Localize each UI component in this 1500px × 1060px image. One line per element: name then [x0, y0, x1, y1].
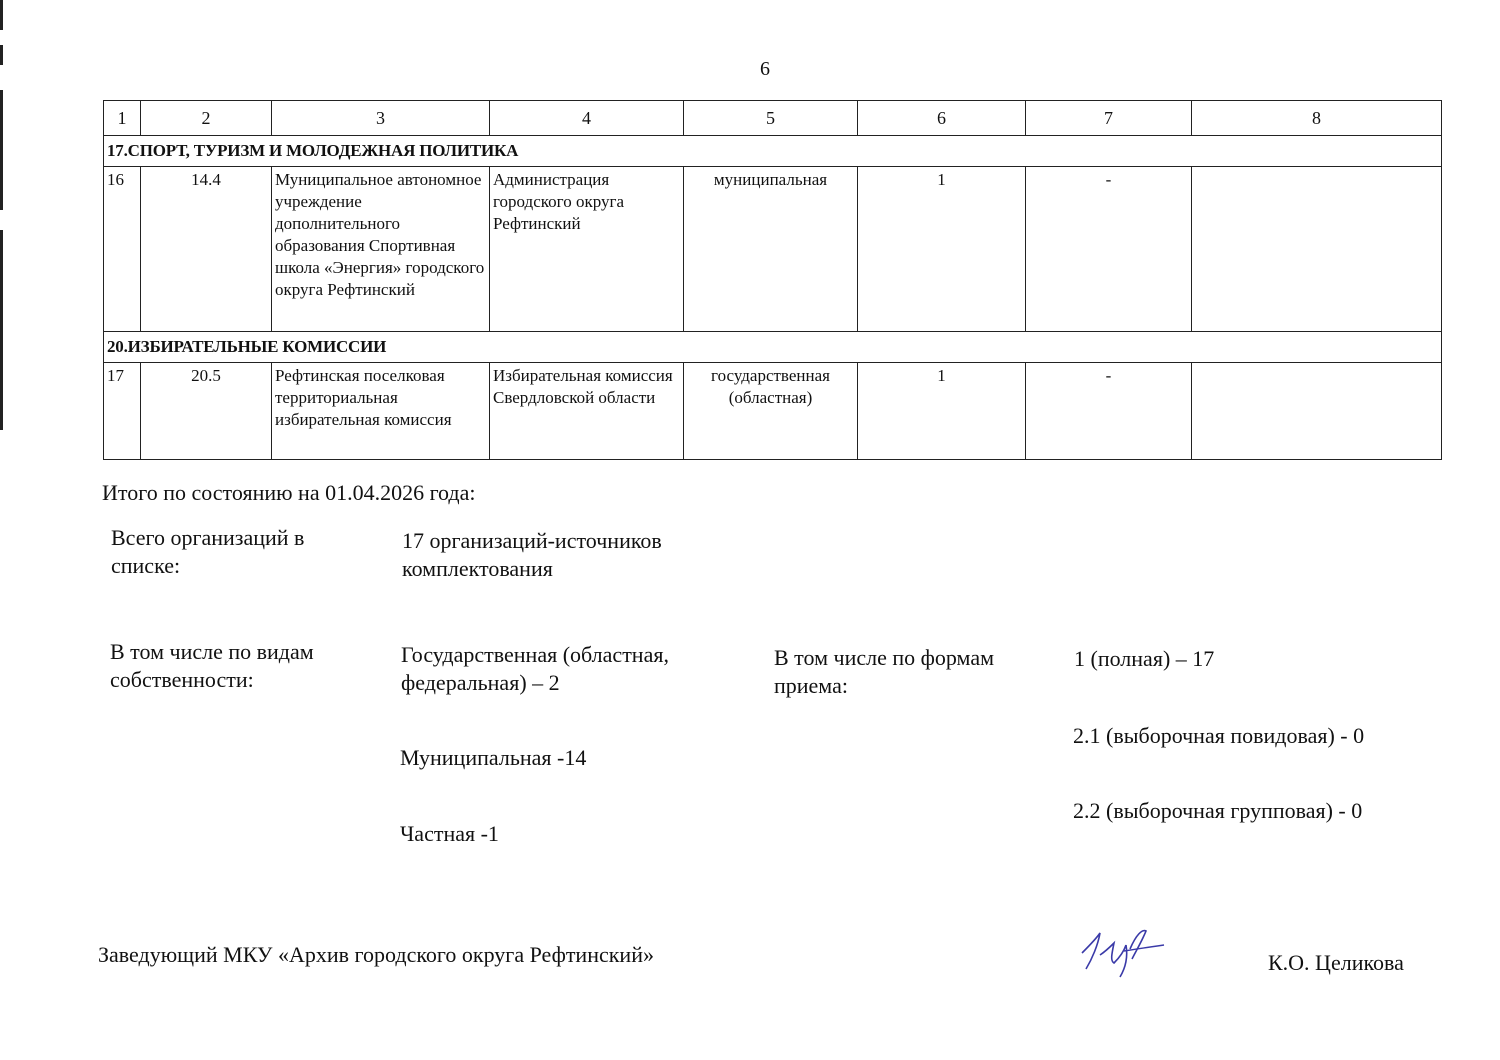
cell-column-7: - — [1026, 363, 1192, 460]
table-header-row — [104, 101, 1442, 136]
scan-edge-mark — [0, 45, 3, 65]
forms-item: 1 (полная) – 17 — [1074, 646, 1215, 671]
cell-founder: Администрация городского округа Рефтинский — [490, 167, 684, 332]
ownership-label: В том числе по видам собственности: — [110, 639, 314, 692]
registry-table — [103, 100, 1442, 460]
page-number: 6 — [760, 58, 770, 80]
column-header: 5 — [684, 101, 858, 136]
cell-acceptance-form: 1 — [858, 167, 1026, 332]
cell-organization-name: Рефтинская поселковая территориальная избирательная комиссия — [272, 363, 490, 460]
column-header: 7 — [1026, 101, 1192, 136]
table-row — [104, 363, 1442, 460]
totals-heading: Итого по состоянию на 01.04.2026 года: — [102, 480, 476, 505]
signatory-role: Заведующий МКУ «Архив городского округа Рефтинский» — [98, 942, 654, 967]
cell-ownership: муниципальная — [684, 167, 858, 332]
section-row — [104, 332, 1442, 363]
total-organizations-label: Всего организаций в списке: — [111, 525, 305, 578]
cell-number: 16 — [104, 167, 141, 332]
forms-item: 2.2 (выборочная групповая) - 0 — [1073, 798, 1363, 823]
scan-edge-mark — [0, 230, 3, 430]
cell-acceptance-form: 1 — [858, 363, 1026, 460]
cell-number: 17 — [104, 363, 141, 460]
forms-item: 2.1 (выборочная повидовая) - 0 — [1073, 723, 1365, 748]
cell-founder: Избирательная комиссия Свердловской области — [490, 363, 684, 460]
cell-ownership: государственная (областная) — [684, 363, 858, 460]
scan-edge-mark — [0, 0, 3, 30]
section-title: 20.ИЗБИРАТЕЛЬНЫЕ КОМИССИИ — [104, 332, 1442, 363]
cell-column-8 — [1192, 167, 1442, 332]
table-row — [104, 167, 1442, 332]
cell-organization-name: Муниципальное автономное учреждение дополнительного образования Спортивная школа «Энергия» городского округа Рефтинский — [272, 167, 490, 332]
column-header: 3 — [272, 101, 490, 136]
ownership-item: Частная -1 — [400, 821, 499, 846]
forms-label: В том числе по формам приема: — [774, 645, 994, 698]
cell-code: 14.4 — [141, 167, 272, 332]
cell-code: 20.5 — [141, 363, 272, 460]
column-header: 2 — [141, 101, 272, 136]
signatory-name: К.О. Целикова — [1268, 950, 1404, 975]
column-header: 6 — [858, 101, 1026, 136]
scan-edge-mark — [0, 90, 3, 210]
cell-column-8 — [1192, 363, 1442, 460]
cell-column-7: - — [1026, 167, 1192, 332]
total-organizations-value: 17 организаций-источников комплектования — [402, 528, 662, 581]
ownership-item: Муниципальная -14 — [400, 745, 587, 770]
column-header: 4 — [490, 101, 684, 136]
handwritten-signature — [1070, 925, 1170, 980]
ownership-item: Государственная (областная, федеральная) – 2 — [401, 642, 669, 695]
column-header: 8 — [1192, 101, 1442, 136]
section-row — [104, 136, 1442, 167]
section-title: 17.СПОРТ, ТУРИЗМ И МОЛОДЕЖНАЯ ПОЛИТИКА — [104, 136, 1442, 167]
column-header: 1 — [104, 101, 141, 136]
